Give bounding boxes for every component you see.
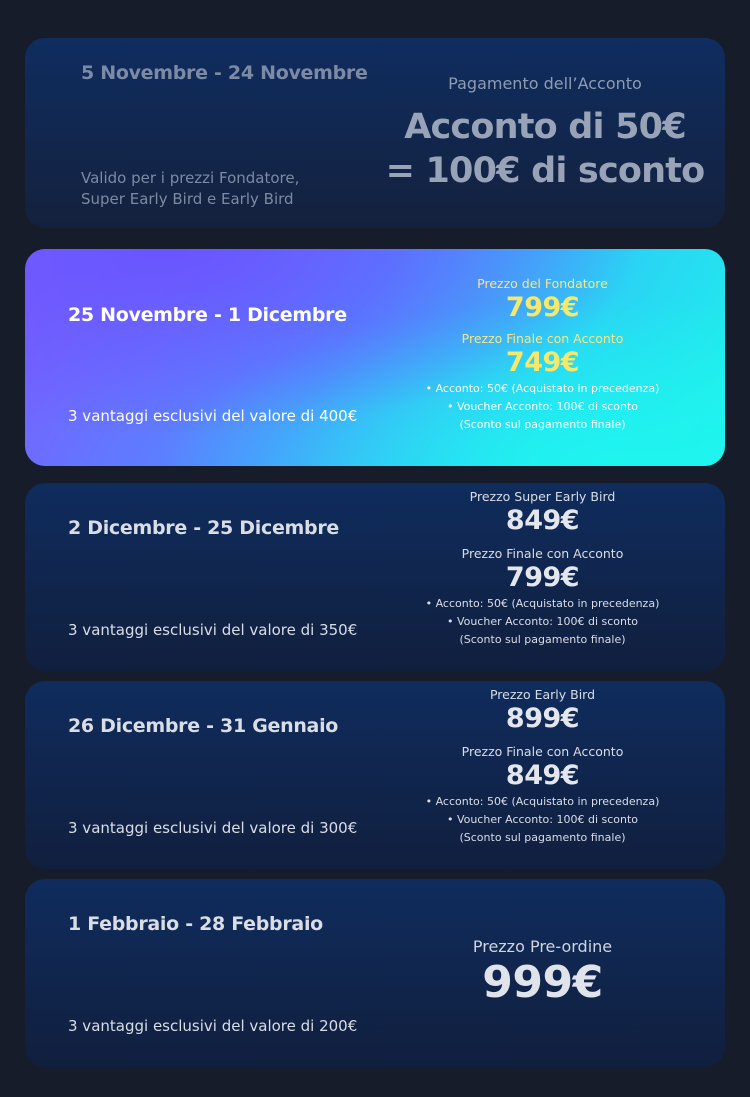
early-bird-tier-card[interactable] (25, 681, 725, 869)
deposit-notes: • Acconto: 50€ (Acquistato in precedenza) • Voucher Acconto: 100€ di sconto (Sconto sul pagamento finale) (425, 597, 660, 646)
tier-period: 25 Novembre - 1 Dicembre (68, 304, 347, 326)
price-label: Prezzo Pre-ordine (472, 937, 613, 956)
deposit-notes: • Acconto: 50€ (Acquistato in precedenza) • Voucher Acconto: 100€ di sconto (Sconto sul pagamento finale) (425, 382, 660, 431)
tier-benefits: 3 vantaggi esclusivi del valore di 200€ (68, 1017, 358, 1035)
final-price-value: 749€ (505, 347, 580, 378)
final-price-value: 849€ (505, 760, 580, 791)
final-price-label: Prezzo Finale con Acconto (461, 744, 624, 759)
deposit-headline: Acconto di 50€ = 100€ di sconto (385, 107, 705, 191)
tier-period: 26 Dicembre - 31 Gennaio (68, 715, 339, 737)
tier-pricing (405, 489, 680, 649)
price-value: 849€ (505, 505, 580, 536)
tier-period: 1 Febbraio - 28 Febbraio (68, 913, 323, 935)
tier-benefits: 3 vantaggi esclusivi del valore di 300€ (68, 819, 358, 837)
super-early-bird-tier-card[interactable] (25, 483, 725, 671)
tier-benefits: 3 vantaggi esclusivi del valore di 400€ (68, 407, 358, 425)
founder-tier-card[interactable] (25, 249, 725, 466)
tier-pricing (405, 276, 680, 434)
deposit-validity-note: Valido per i prezzi Fondatore, Super Early Bird e Early Bird (81, 169, 300, 208)
pre-order-tier-card[interactable] (25, 879, 725, 1067)
deposit-label: Pagamento dell’Acconto (448, 74, 642, 93)
tier-pricing (425, 937, 660, 1010)
tier-period: 2 Dicembre - 25 Dicembre (68, 517, 339, 539)
price-label: Prezzo Super Early Bird (469, 489, 616, 504)
final-price-value: 799€ (505, 562, 580, 593)
price-value: 799€ (505, 292, 580, 323)
final-price-label: Prezzo Finale con Acconto (461, 546, 624, 561)
deposit-notes: • Acconto: 50€ (Acquistato in precedenza) • Voucher Acconto: 100€ di sconto (Sconto sul pagamento finale) (425, 795, 660, 844)
tier-benefits: 3 vantaggi esclusivi del valore di 350€ (68, 621, 358, 639)
price-label: Prezzo Early Bird (489, 687, 596, 702)
deposit-summary (385, 74, 705, 193)
deposit-period: 5 Novembre - 24 Novembre (81, 62, 368, 84)
price-label: Prezzo del Fondatore (477, 276, 608, 291)
tier-pricing (405, 687, 680, 847)
price-value: 999€ (482, 957, 603, 1008)
final-price-label: Prezzo Finale con Acconto (461, 331, 624, 346)
deposit-card (25, 38, 725, 228)
price-value: 899€ (505, 703, 580, 734)
